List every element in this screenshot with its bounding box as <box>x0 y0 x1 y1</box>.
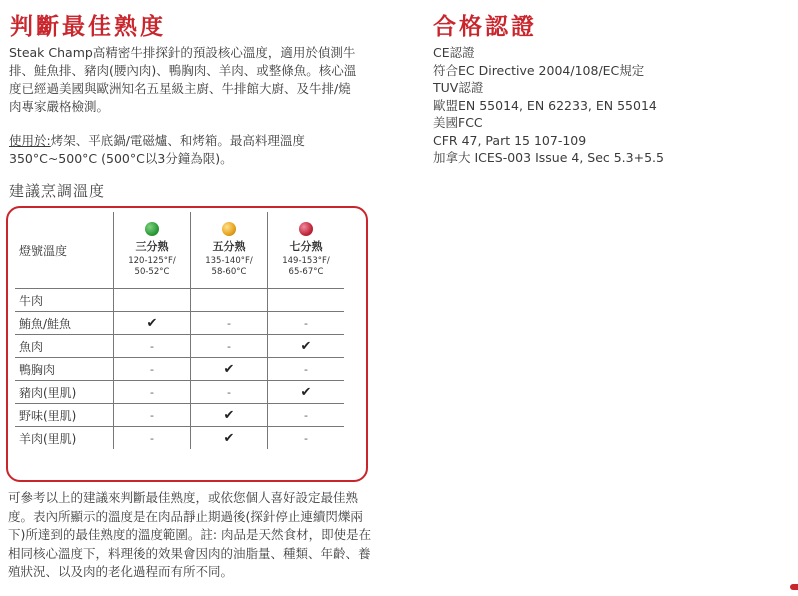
table-cell: - <box>268 358 345 381</box>
table-row <box>15 404 344 427</box>
table-cell: - <box>191 312 268 335</box>
level-temp-c: 58-60°C <box>211 267 247 277</box>
table-row <box>15 358 344 381</box>
table-row <box>15 312 344 335</box>
table-cell <box>114 289 191 312</box>
table-header-row <box>15 212 344 289</box>
row-label: 魚肉 <box>15 335 114 358</box>
certification-item: 歐盟EN 55014, EN 62233, EN 55014 <box>433 97 657 113</box>
usage-paragraph <box>9 132 359 168</box>
table-row <box>15 381 344 404</box>
table-cell: - <box>268 404 345 427</box>
certification-item: CFR 47, Part 15 107-109 <box>433 132 587 148</box>
usage-label: 使用於: <box>9 133 51 148</box>
certification-title: 合格認證 <box>433 14 537 40</box>
table-cell: - <box>268 427 345 450</box>
table-cell: - <box>114 381 191 404</box>
level-name: 五分熟 <box>212 240 246 253</box>
level-temp-f: 149-153°F/ <box>282 256 330 266</box>
intro-paragraph: Steak Champ高精密牛排探針的預設核心溫度，適用於偵測牛排、鮭魚排、豬肉(腰內肉)、鴨胸肉、羊肉、或整條魚。核心溫度已經過美國與歐洲知名五星級主廚、牛排館大廚、及牛排/燒肉專家嚴格檢測。 <box>9 45 357 114</box>
header-label: 燈號溫度 <box>15 212 114 289</box>
table-cell: - <box>114 404 191 427</box>
table-cell: ✔ <box>114 312 191 335</box>
table-cell <box>268 289 345 312</box>
table-cell <box>191 289 268 312</box>
table-cell: ✔ <box>191 427 268 450</box>
certification-list <box>433 44 664 167</box>
table-cell: ✔ <box>268 381 345 404</box>
page-corner-mark <box>790 584 798 590</box>
certification-item: 符合EC Directive 2004/108/EC規定 <box>433 62 645 78</box>
table-row <box>15 335 344 358</box>
level-rare <box>114 212 191 289</box>
row-label: 鮪魚/鮭魚 <box>15 312 114 335</box>
table-cell: - <box>191 335 268 358</box>
level-name: 七分熟 <box>289 240 323 253</box>
table-cell: - <box>268 312 345 335</box>
level-medium <box>191 212 268 289</box>
row-label: 野味(里肌) <box>15 404 114 427</box>
table-cell: - <box>114 427 191 450</box>
row-label: 鴨胸肉 <box>15 358 114 381</box>
table-cell: - <box>114 358 191 381</box>
doneness-table <box>15 212 344 449</box>
row-label: 羊肉(里肌) <box>15 427 114 450</box>
yellow-light-icon <box>222 222 236 236</box>
certification-item: 加拿大 ICES-003 Issue 4, Sec 5.3+5.5 <box>433 150 664 165</box>
red-light-icon <box>299 222 313 236</box>
usage-text: 烤架、平底鍋/電磁爐、和烤箱。最高料理溫度350°C~500°C (500°C以3分鐘為限)。 <box>9 133 305 166</box>
recommended-temp-title: 建議烹調溫度 <box>9 182 106 200</box>
certification-item: 美國FCC <box>433 115 483 130</box>
level-medium-well <box>268 212 345 289</box>
table-cell: ✔ <box>191 358 268 381</box>
certification-item: TUV認證 <box>433 80 484 95</box>
page-title: 判斷最佳熟度 <box>10 14 166 40</box>
table-cell: ✔ <box>268 335 345 358</box>
table-row <box>15 427 344 450</box>
level-temp-f: 120-125°F/ <box>128 256 176 266</box>
level-temp-c: 50-52°C <box>134 267 170 277</box>
green-light-icon <box>145 222 159 236</box>
table-cell: ✔ <box>191 404 268 427</box>
level-name: 三分熟 <box>135 240 169 253</box>
level-temp-c: 65-67°C <box>288 267 324 277</box>
row-label: 豬肉(里肌) <box>15 381 114 404</box>
doneness-table-frame <box>6 206 368 482</box>
row-label: 牛肉 <box>15 289 114 312</box>
table-cell: - <box>191 381 268 404</box>
certification-item: CE認證 <box>433 45 475 60</box>
table-cell: - <box>114 335 191 358</box>
notes-paragraph: 可參考以上的建議來判斷最佳熟度，或依您個人喜好設定最佳熟度。表內所顯示的溫度是在肉品靜止期過後(探針停止連續閃爍兩下)所達到的最佳熟度的溫度範圍。註: 肉品是天然食材，即使是在相同核心溫度下，料理後的效果會因肉的油脂量、種類、年齡、養殖狀況、以及肉的老化過程而有所不同。 <box>8 490 372 579</box>
level-temp-f: 135-140°F/ <box>205 256 253 266</box>
table-row <box>15 289 344 312</box>
